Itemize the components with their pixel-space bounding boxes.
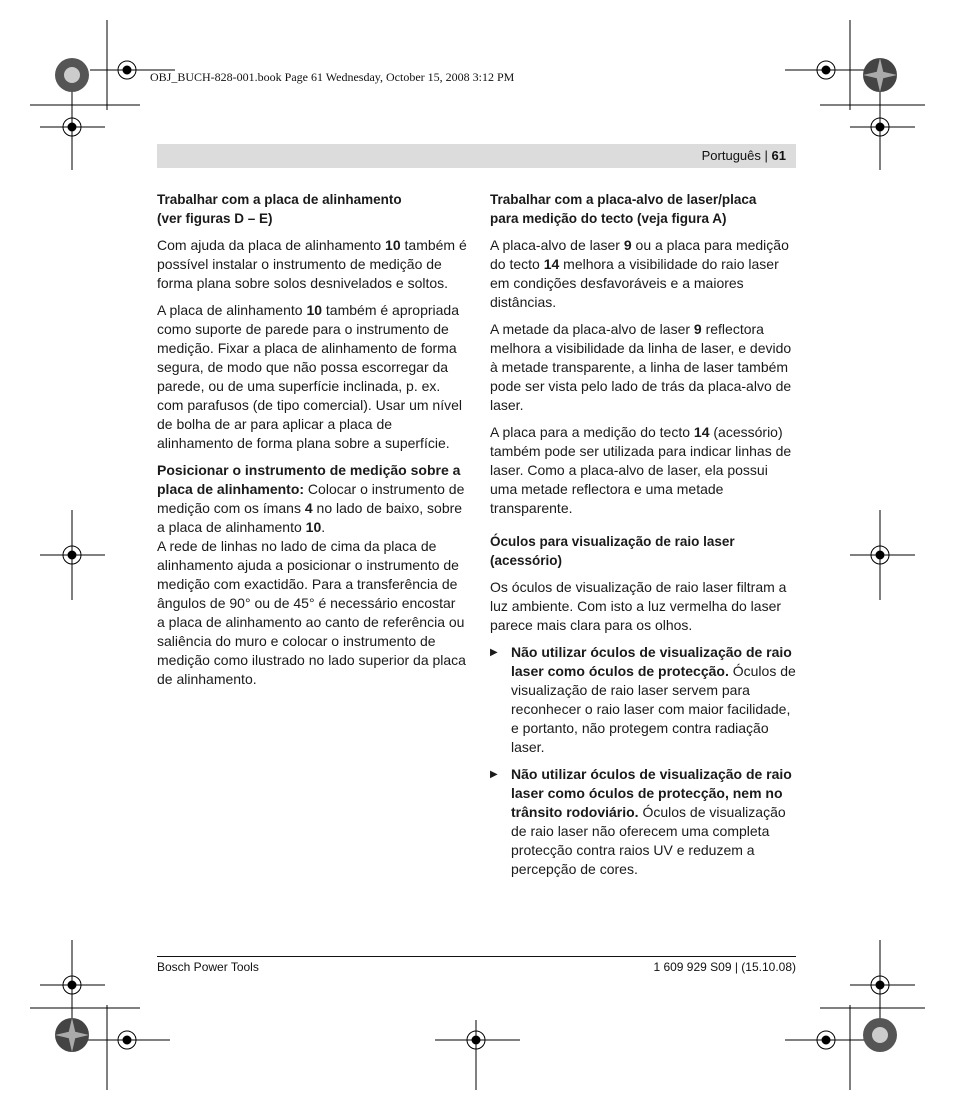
triangle-right-icon: ▶ <box>490 647 498 658</box>
section-heading-laser-glasses: Óculos para visualização de raio laser (acessório) <box>490 534 735 568</box>
print-slug: OBJ_BUCH-828-001.book Page 61 Wednesday, October 15, 2008 3:12 PM <box>150 70 515 84</box>
triangle-right-icon: ▶ <box>490 769 498 780</box>
page-header <box>702 148 786 163</box>
paragraph: Os óculos de visualização de raio laser filtram a luz ambiente. Com isto a luz vermelha do laser parece mais clara para os olhos. <box>490 579 787 633</box>
warning-bullet: ▶ Não utilizar óculos de visualização de raio laser como óculos de protecção. Óculos de visualização de raio laser servem para reconhecer o raio laser com maior facilidade, e portanto, não protegem contra radiação laser. <box>490 644 796 755</box>
page-number: 61 <box>771 148 786 163</box>
section-heading-alignment-plate: Trabalhar com a placa de alinhamento (ver figuras D – E) <box>157 192 402 226</box>
warning-bullet: ▶ Não utilizar óculos de visualização de raio laser como óculos de protecção, nem no trânsito rodoviário. Óculos de visualização de raio laser não oferecem uma completa protecção contra raios UV e reduzem a percepção de cores. <box>490 766 792 877</box>
footer-doc-number: 1 609 929 S09 | (15.10.08) <box>653 960 796 974</box>
paragraph: A metade da placa-alvo de laser 9 reflectora melhora a visibilidade da linha de laser, e devido à metade transparente, a linha de laser também pode ser vista pelo lado de trás da placa-alvo de laser. <box>490 321 792 413</box>
paragraph: Posicionar o instrumento de medição sobre a placa de alinhamento: Colocar o instrumento de medição com os ímans 4 no lado de baixo, sobre a placa de alinhamento 10. <box>157 462 465 535</box>
paragraph: A placa de alinhamento 10 também é apropriada como suporte de parede para o instrumento de medição. Fixar a placa de alinhamento de forma segura, de modo que não possa escorregar da parede, ou de uma superfície inclinada, p. ex. com parafusos (de tipo comercial). Usar um nível de bolha de ar para aplicar a placa de alinhamento de forma plana sobre a superfície. <box>157 302 462 451</box>
paragraph: Com ajuda da placa de alinhamento 10 também é possível instalar o instrumento de medição de forma plana sobre solos desnivelados e soltos. <box>157 237 467 291</box>
header-language: Português <box>701 148 761 163</box>
paragraph: A placa-alvo de laser 9 ou a placa para medição do tecto 14 melhora a visibilidade do raio laser em condições desfavoráveis e a maiores distâncias. <box>490 237 789 310</box>
paragraph: A placa para a medição do tecto 14 (acessório) também pode ser utilizada para indicar linhas de laser. Como a placa-alvo de laser, ela possui uma metade reflectora e uma metade transparente. <box>490 424 792 516</box>
page-header-bar <box>157 144 796 168</box>
left-column <box>157 190 467 697</box>
paragraph: A rede de linhas no lado de cima da placa de alinhamento ajuda a posicionar o instrumento de medição com exactidão. Para a transferência de ângulos de 90° ou de 45° é necessário encostar a placa de alinhamento ao canto de referência ou saliência do muro e colocar o instrumento de medição como ilustrado no lado superior da placa de alinhamento. <box>157 538 466 687</box>
section-heading-target-plate: Trabalhar com a placa-alvo de laser/placa para medição do tecto (veja figura A) <box>490 192 757 226</box>
header-separator: | <box>764 148 768 163</box>
footer-brand: Bosch Power Tools <box>157 960 259 974</box>
right-column <box>490 190 798 887</box>
footer-rule <box>157 956 796 957</box>
